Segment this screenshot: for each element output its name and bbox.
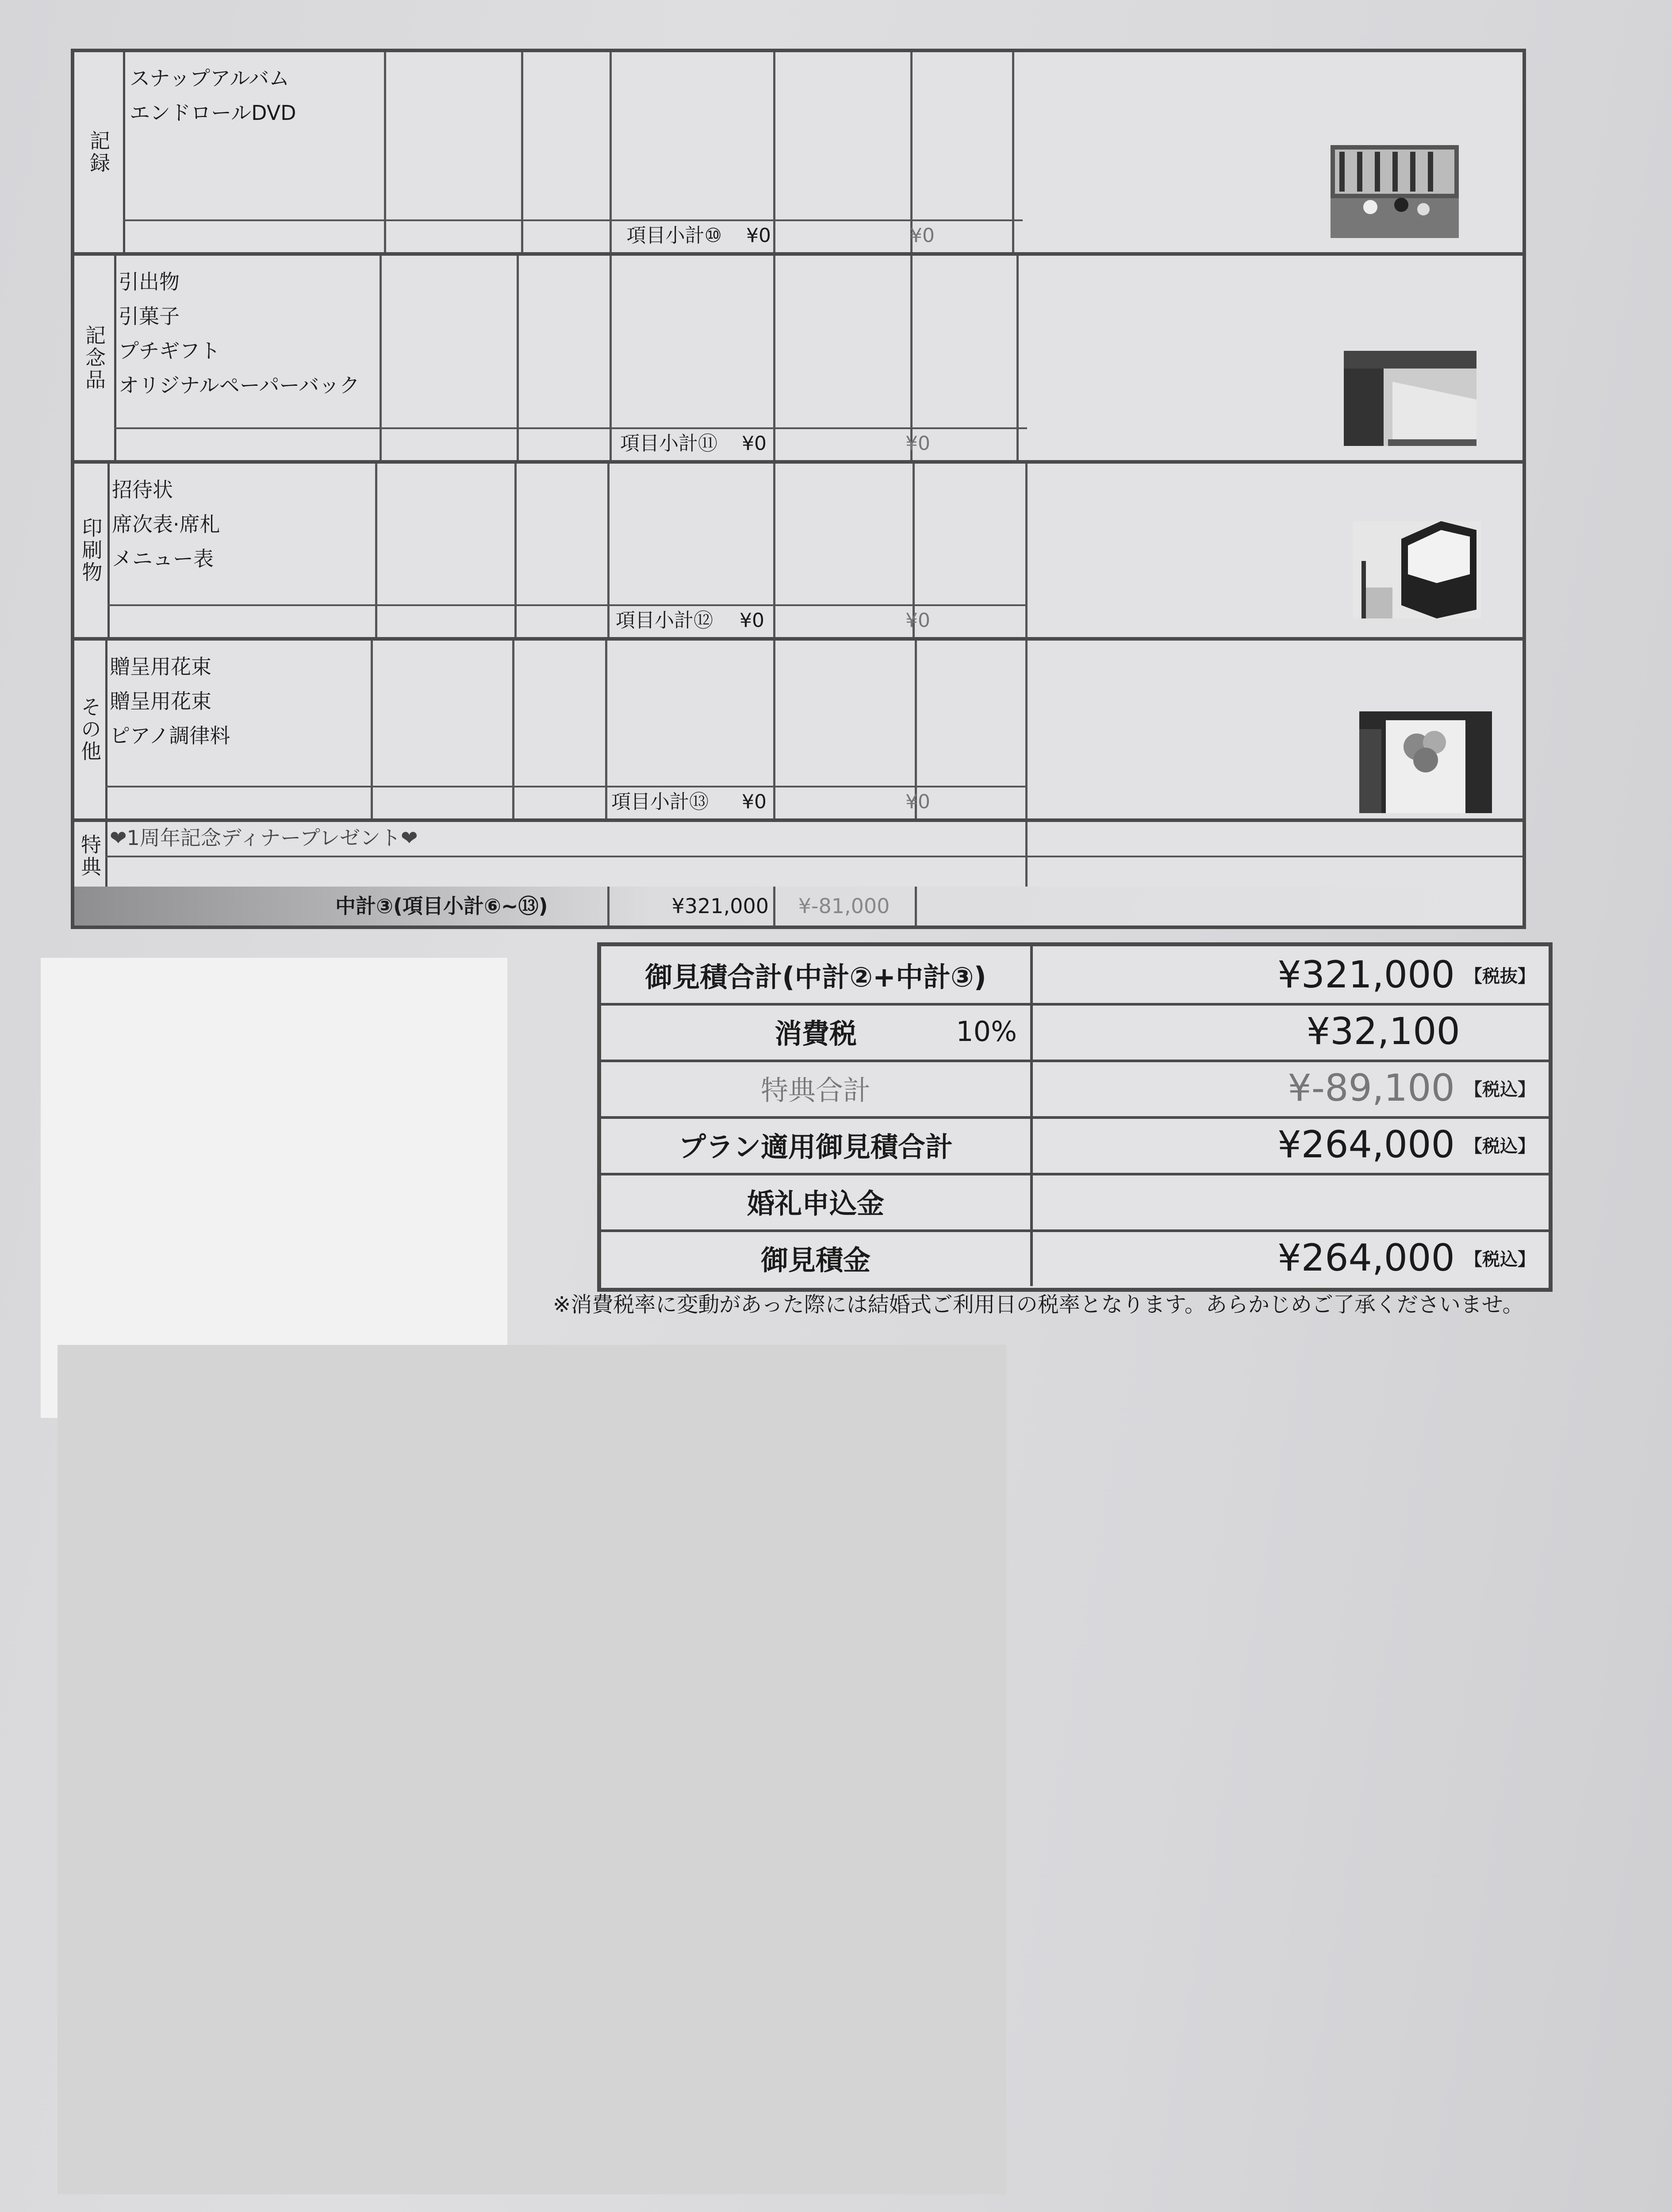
summary-row-final-estimate <box>601 1229 1549 1286</box>
subtotal-discount: ¥0 <box>910 224 935 247</box>
list-item: 席次表·席札 <box>112 512 220 536</box>
column-divider <box>773 887 775 926</box>
subtotal-value: ¥0 <box>742 791 767 813</box>
subtotal-discount: ¥0 <box>905 609 930 632</box>
gift-photo-image <box>1344 351 1476 446</box>
print-item-photo-image <box>1353 521 1481 618</box>
summary-label: 消費税 10% <box>601 1003 1033 1060</box>
category-label: 印刷物 <box>74 464 110 637</box>
category-label: その他 <box>74 641 107 818</box>
subtotal-value: ¥0 <box>746 224 771 247</box>
chukei-value: ¥321,000 <box>671 894 769 918</box>
list-item: ピアノ調律料 <box>110 724 230 748</box>
tax-rate: 10% <box>956 1015 1017 1048</box>
chukei-label: 中計③(項目小計⑥~⑬) <box>335 894 548 918</box>
subtotal-row <box>123 219 1023 252</box>
summary-value: ¥321,000 【税抜】 <box>1277 953 1535 996</box>
estimate-table <box>71 49 1526 929</box>
list-item: 贈呈用花束 <box>110 655 211 679</box>
list-item: スナップアルバム <box>130 66 290 90</box>
subtotal-value: ¥0 <box>740 609 764 632</box>
subtotal-label: 項目小計⑪ <box>620 432 717 455</box>
summary-value: ¥-89,100 【税込】 <box>1288 1066 1535 1110</box>
summary-label: 御見積合計(中計②+中計③) <box>601 946 1033 1003</box>
item-list <box>112 472 220 576</box>
item-list <box>110 649 230 753</box>
summary-value: ¥32,100 <box>1306 1010 1460 1053</box>
summary-label: プラン適用御見積合計 <box>601 1116 1033 1173</box>
subtotal-label: 項目小計⑬ <box>611 791 709 813</box>
tokuten-row <box>105 822 1522 857</box>
category-label: 記録 <box>74 52 125 252</box>
list-item: エンドロールDVD <box>130 101 296 125</box>
summary-row-plan-total <box>601 1116 1549 1175</box>
subtotal-row <box>105 786 1027 818</box>
section-insatsubutsu <box>74 464 1522 641</box>
list-item: 贈呈用花束 <box>110 689 211 713</box>
summary-value <box>1033 1173 1549 1229</box>
column-divider <box>1025 822 1028 890</box>
chukei-discount: ¥-81,000 <box>798 894 890 918</box>
list-item: 引出物 <box>119 270 180 294</box>
tokuten-item: ❤1周年記念ディナープレゼント❤ <box>110 826 418 850</box>
section-kinenhin <box>74 256 1522 464</box>
redaction-block <box>58 1345 1006 2194</box>
item-list <box>130 61 296 130</box>
subtotal-discount: ¥0 <box>905 791 930 813</box>
list-item: オリジナルペーパーバック <box>119 373 360 397</box>
subtotal-row <box>107 604 1027 637</box>
column-divider <box>607 887 610 926</box>
list-item: 引菓子 <box>119 304 180 328</box>
subtotal-discount: ¥0 <box>905 432 930 455</box>
category-label: 記念品 <box>74 256 116 460</box>
wedding-photo-image <box>1331 145 1459 238</box>
chukei-row <box>74 887 1522 926</box>
section-kiroku <box>74 52 1522 256</box>
summary-value: ¥264,000 【税込】 <box>1277 1123 1535 1166</box>
summary-row-application-fee <box>601 1173 1549 1232</box>
list-item: プチギフト <box>119 339 220 363</box>
category-label: 特典 <box>74 822 107 890</box>
summary-value: ¥264,000 【税込】 <box>1277 1236 1535 1279</box>
column-divider <box>915 887 917 926</box>
section-sonota <box>74 641 1522 822</box>
summary-row-benefit-total <box>601 1060 1549 1119</box>
summary-label: 婚礼申込金 <box>601 1173 1033 1229</box>
item-list <box>119 265 360 403</box>
list-item: 招待状 <box>112 478 173 502</box>
list-item: メニュー表 <box>112 547 214 571</box>
summary-label: 特典合計 <box>601 1060 1033 1116</box>
subtotal-row <box>114 427 1027 460</box>
summary-row-consumption-tax <box>601 1003 1549 1062</box>
tokuten-row <box>105 856 1522 891</box>
summary-label: 御見積金 <box>601 1229 1033 1286</box>
section-tokuten <box>74 822 1522 893</box>
subtotal-value: ¥0 <box>742 432 767 455</box>
subtotal-label: 項目小計⑫ <box>616 609 713 632</box>
tax-note: ※消費税率に変動があった際には結婚式ご利用日の税率となります。あらかじめご了承くださいませ。 <box>553 1292 1524 1317</box>
summary-table <box>597 942 1553 1292</box>
summary-row-estimate-total <box>601 946 1549 1006</box>
subtotal-label: 項目小計⑩ <box>626 224 722 247</box>
bouquet-photo-image <box>1359 711 1492 813</box>
